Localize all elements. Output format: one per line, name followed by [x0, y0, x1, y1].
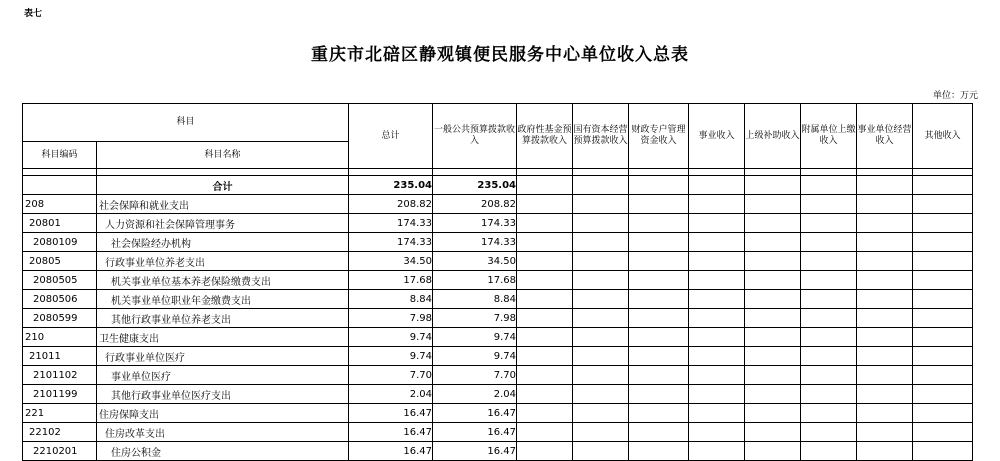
row-code: 2101102	[23, 366, 97, 385]
header-operating-income: 事业单位经营收入	[857, 104, 913, 169]
header-affiliate-income: 附属单位上缴收入	[801, 104, 857, 169]
row-code: 20805	[23, 252, 97, 271]
row-total: 7.98	[349, 309, 433, 328]
row-name: 机关事业单位基本养老保险缴费支出	[97, 271, 349, 290]
row-general: 9.74	[433, 347, 517, 366]
header-total: 总计	[349, 104, 433, 169]
row-name: 其他行政事业单位养老支出	[97, 309, 349, 328]
row-general: 174.33	[433, 233, 517, 252]
row-name: 住房改革支出	[97, 423, 349, 442]
total-general: 235.04	[433, 176, 517, 195]
row-code: 2080109	[23, 233, 97, 252]
row-name: 社会保障和就业支出	[97, 195, 349, 214]
table-row	[23, 309, 973, 328]
table-row	[23, 328, 973, 347]
row-code: 208	[23, 195, 97, 214]
row-name: 住房公积金	[97, 442, 349, 461]
table-row	[23, 233, 973, 252]
row-general: 9.74	[433, 328, 517, 347]
row-code: 221	[23, 404, 97, 423]
row-name: 机关事业单位职业年金缴费支出	[97, 290, 349, 309]
row-code: 210	[23, 328, 97, 347]
row-total: 9.74	[349, 347, 433, 366]
table-row	[23, 366, 973, 385]
row-name: 其他行政事业单位医疗支出	[97, 385, 349, 404]
row-total: 34.50	[349, 252, 433, 271]
row-total: 9.74	[349, 328, 433, 347]
table-row	[23, 214, 973, 233]
row-name: 住房保障支出	[97, 404, 349, 423]
row-name: 人力资源和社会保障管理事务	[97, 214, 349, 233]
table-row	[23, 347, 973, 366]
row-general: 16.47	[433, 404, 517, 423]
table-row	[23, 271, 973, 290]
header-subject-code: 科目编码	[23, 142, 97, 169]
header-fiscal-special: 财政专户管理资金收入	[629, 104, 689, 169]
income-summary-table	[22, 103, 973, 461]
row-general: 2.04	[433, 385, 517, 404]
row-code: 2101199	[23, 385, 97, 404]
page-title: 重庆市北碚区静观镇便民服务中心单位收入总表	[311, 45, 689, 65]
row-general: 7.98	[433, 309, 517, 328]
row-total: 208.82	[349, 195, 433, 214]
header-superior-subsidy: 上级补助收入	[745, 104, 801, 169]
row-name: 事业单位医疗	[97, 366, 349, 385]
row-code: 2080505	[23, 271, 97, 290]
row-total: 16.47	[349, 404, 433, 423]
row-total: 174.33	[349, 214, 433, 233]
row-total: 7.70	[349, 366, 433, 385]
row-total: 174.33	[349, 233, 433, 252]
row-name: 行政事业单位医疗	[97, 347, 349, 366]
header-state-capital: 国有资本经营预算拨款收入	[573, 104, 629, 169]
row-name: 卫生健康支出	[97, 328, 349, 347]
row-general: 174.33	[433, 214, 517, 233]
table-row	[23, 404, 973, 423]
row-total: 16.47	[349, 442, 433, 461]
row-name: 社会保险经办机构	[97, 233, 349, 252]
row-general: 16.47	[433, 423, 517, 442]
row-total: 16.47	[349, 423, 433, 442]
row-name: 行政事业单位养老支出	[97, 252, 349, 271]
row-code: 2080599	[23, 309, 97, 328]
row-code: 2210201	[23, 442, 97, 461]
header-other-income: 其他收入	[913, 104, 973, 169]
table-row	[23, 195, 973, 214]
row-total: 17.68	[349, 271, 433, 290]
header-gov-fund: 政府性基金预算拨款收入	[517, 104, 573, 169]
row-general: 8.84	[433, 290, 517, 309]
row-total: 2.04	[349, 385, 433, 404]
row-general: 34.50	[433, 252, 517, 271]
header-subject: 科目	[23, 104, 349, 142]
row-total: 8.84	[349, 290, 433, 309]
row-code: 20801	[23, 214, 97, 233]
row-general: 16.47	[433, 442, 517, 461]
row-code: 22102	[23, 423, 97, 442]
total-total: 235.04	[349, 176, 433, 195]
total-row	[23, 176, 973, 195]
total-label: 合计	[97, 176, 349, 195]
header-business-income: 事业收入	[689, 104, 745, 169]
table-number: 表七	[24, 9, 43, 19]
table-row	[23, 442, 973, 461]
unit-label: 单位：万元	[932, 91, 978, 101]
row-general: 7.70	[433, 366, 517, 385]
header-general-budget: 一般公共预算拨款收入	[433, 104, 517, 169]
header-subject-name: 科目名称	[97, 142, 349, 169]
table-row	[23, 290, 973, 309]
row-code: 21011	[23, 347, 97, 366]
row-code: 2080506	[23, 290, 97, 309]
table-row	[23, 252, 973, 271]
table-row	[23, 385, 973, 404]
table-row	[23, 423, 973, 442]
row-general: 17.68	[433, 271, 517, 290]
row-general: 208.82	[433, 195, 517, 214]
